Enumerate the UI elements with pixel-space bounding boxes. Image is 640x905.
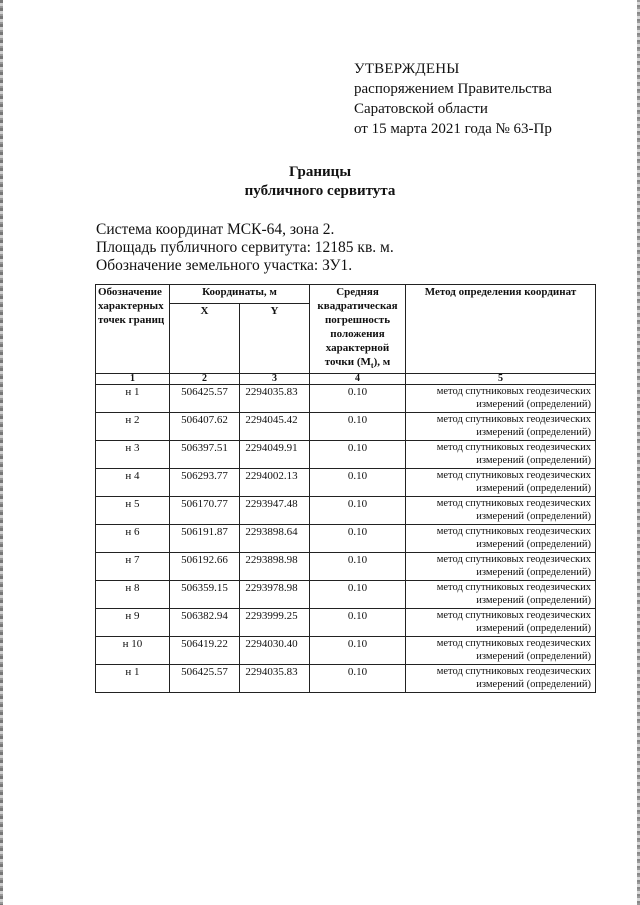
table-row (96, 413, 596, 441)
approval-line-2: Саратовской области (354, 101, 488, 117)
table-row (96, 609, 596, 637)
method-cell: метод спутниковых геодезических измерений (определений) (406, 553, 596, 581)
error-cell: 0.10 (310, 609, 406, 637)
parcel-designation: Обозначение земельного участка: ЗУ1. (96, 257, 353, 274)
column-number: 1 (96, 374, 170, 385)
x-cell: 506397.51 (170, 441, 240, 469)
header-error-text: Средняя квадратическая погрешность положения характерной точки $(M_t)$, м (317, 286, 398, 371)
point-cell: н 1 (96, 665, 170, 693)
method-cell: метод спутниковых геодезических измерений (определений) (406, 637, 596, 665)
approval-line-1: распоряжением Правительства (354, 81, 552, 97)
point-cell: н 8 (96, 581, 170, 609)
table-row (96, 553, 596, 581)
column-number: 4 (310, 374, 406, 385)
error-cell: 0.10 (310, 525, 406, 553)
y-cell: 2294045.42 (240, 413, 310, 441)
header-point: Обозначение характерных точек границ (96, 285, 170, 374)
method-cell: метод спутниковых геодезических измерений (определений) (406, 385, 596, 413)
x-cell: 506425.57 (170, 385, 240, 413)
point-cell: н 4 (96, 469, 170, 497)
y-cell: 2293999.25 (240, 609, 310, 637)
y-cell: 2293947.48 (240, 497, 310, 525)
header-method: Метод определения координат (406, 285, 596, 374)
error-cell: 0.10 (310, 385, 406, 413)
column-numbers-row (96, 374, 596, 385)
table-row (96, 525, 596, 553)
header-error (310, 285, 406, 374)
x-cell: 506425.57 (170, 665, 240, 693)
error-cell: 0.10 (310, 441, 406, 469)
document-title: Границы (288, 164, 352, 180)
point-cell: н 9 (96, 609, 170, 637)
point-cell: н 5 (96, 497, 170, 525)
table-row (96, 581, 596, 609)
y-cell: 2294035.83 (240, 665, 310, 693)
table-header-row (96, 285, 596, 304)
scan-edge-left (0, 0, 3, 905)
coordinates-table (95, 284, 596, 693)
point-cell: н 2 (96, 413, 170, 441)
approval-line-3: от 15 марта 2021 года № 63-Пр (354, 121, 552, 137)
easement-area: Площадь публичного сервитута: 12185 кв. м. (96, 239, 394, 256)
x-cell: 506192.66 (170, 553, 240, 581)
header-y: Y (240, 304, 310, 374)
y-cell: 2293978.98 (240, 581, 310, 609)
point-cell: н 3 (96, 441, 170, 469)
error-cell: 0.10 (310, 665, 406, 693)
column-number: 3 (240, 374, 310, 385)
header-coordinates: Координаты, м (170, 285, 310, 304)
column-number: 5 (406, 374, 596, 385)
error-cell: 0.10 (310, 581, 406, 609)
table-row (96, 469, 596, 497)
y-cell: 2293898.64 (240, 525, 310, 553)
method-cell: метод спутниковых геодезических измерений (определений) (406, 581, 596, 609)
x-cell: 506191.87 (170, 525, 240, 553)
y-cell: 2294049.91 (240, 441, 310, 469)
x-cell: 506419.22 (170, 637, 240, 665)
error-cell: 0.10 (310, 637, 406, 665)
x-cell: 506293.77 (170, 469, 240, 497)
header-x: X (170, 304, 240, 374)
table-row (96, 665, 596, 693)
info-block (96, 221, 394, 275)
x-cell: 506407.62 (170, 413, 240, 441)
method-cell: метод спутниковых геодезических измерений (определений) (406, 469, 596, 497)
method-cell: метод спутниковых геодезических измерений (определений) (406, 441, 596, 469)
x-cell: 506359.15 (170, 581, 240, 609)
point-cell: н 7 (96, 553, 170, 581)
error-cell: 0.10 (310, 413, 406, 441)
point-cell: н 1 (96, 385, 170, 413)
y-cell: 2294002.13 (240, 469, 310, 497)
coordinate-system: Система координат МСК-64, зона 2. (96, 221, 335, 238)
table-row (96, 497, 596, 525)
x-cell: 506382.94 (170, 609, 240, 637)
column-number: 2 (170, 374, 240, 385)
error-cell: 0.10 (310, 469, 406, 497)
table-row (96, 385, 596, 413)
coordinates-table-body (96, 385, 596, 693)
approval-heading: УТВЕРЖДЕНЫ (354, 61, 460, 77)
document-subtitle: публичного сервитута (244, 183, 396, 199)
point-cell: н 6 (96, 525, 170, 553)
point-cell: н 10 (96, 637, 170, 665)
y-cell: 2294030.40 (240, 637, 310, 665)
method-cell: метод спутниковых геодезических измерений (определений) (406, 525, 596, 553)
error-cell: 0.10 (310, 497, 406, 525)
table-row (96, 637, 596, 665)
y-cell: 2293898.98 (240, 553, 310, 581)
x-cell: 506170.77 (170, 497, 240, 525)
error-cell: 0.10 (310, 553, 406, 581)
y-cell: 2294035.83 (240, 385, 310, 413)
method-cell: метод спутниковых геодезических измерений (определений) (406, 609, 596, 637)
method-cell: метод спутниковых геодезических измерений (определений) (406, 497, 596, 525)
method-cell: метод спутниковых геодезических измерений (определений) (406, 413, 596, 441)
table-row (96, 441, 596, 469)
approval-block (354, 59, 552, 139)
method-cell: метод спутниковых геодезических измерений (определений) (406, 665, 596, 693)
